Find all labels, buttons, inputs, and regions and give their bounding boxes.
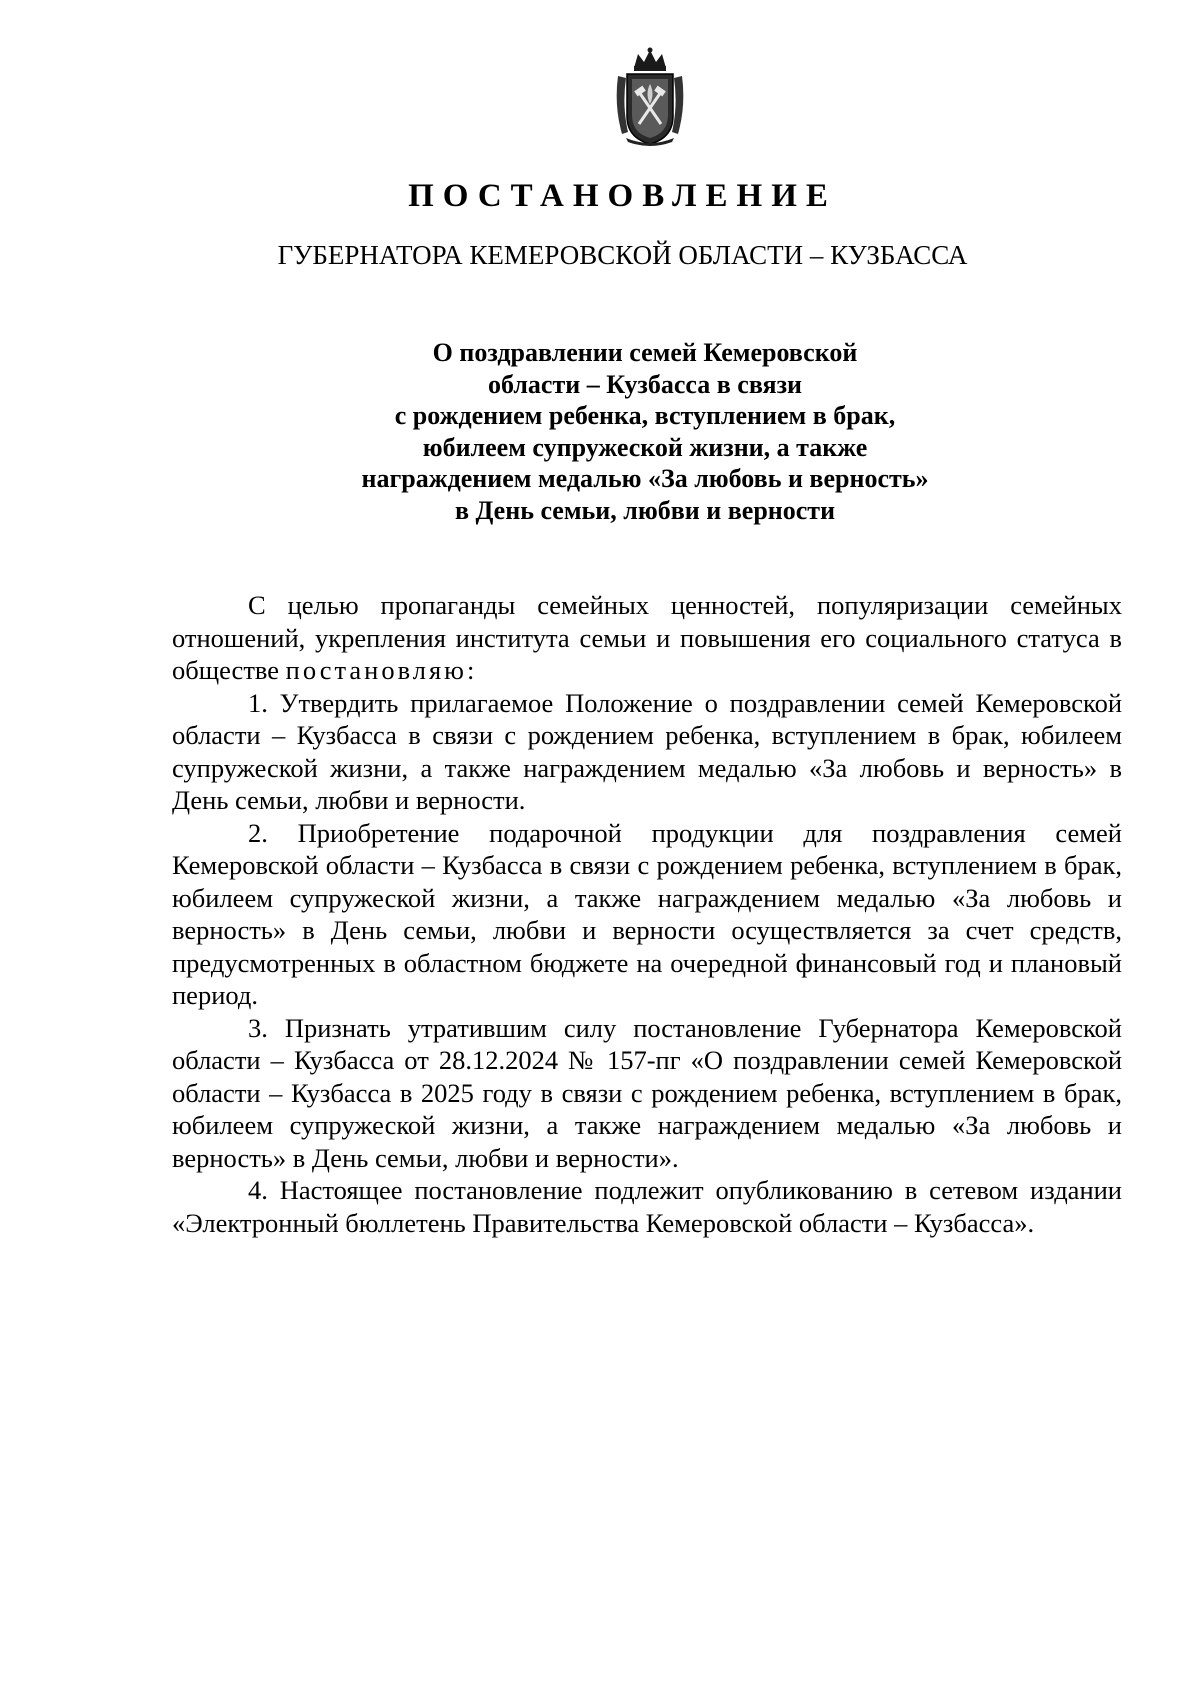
numbered-item: 3. Признать утратившим силу постановление Губернатора Кемеровской области – Кузбасса от 28.12.2024 № 157-пг «О поздравлении семей Кемеровской области – Кузбасса в 2025 году в связи с рождением ребенка, вступлением в брак, юбилеем супружеской жизни, а также награждением медалью «За любовь и верность» в День семьи, любви и верности». (172, 1012, 1122, 1173)
issuer-heading: ГУБЕРНАТОРА КЕМЕРОВСКОЙ ОБЛАСТИ – КУЗБАССА (277, 240, 968, 270)
numbered-item: 1. Утвердить прилагаемое Положение о поздравлении семей Кемеровской области – Кузбасса в связи с рождением ребенка, вступлением в брак, юбилеем супружеской жизни, а также награждением медалью «За любовь и верность» в День семьи, любви и верности. (172, 687, 1122, 815)
title-line: области – Кузбасса в связи (487, 369, 803, 399)
preamble-paragraph (172, 589, 1122, 687)
title-line: награждением медалью «За любовь и верность» (361, 464, 929, 493)
document-body (172, 589, 1122, 1239)
title-line: О поздравлении семей Кемеровской (432, 338, 858, 367)
coat-of-arms-icon (612, 46, 688, 146)
preamble-text: С целью пропаганды семейных ценностей, популяризации семейных отношений, укрепления института семьи и повышения его социального статуса в обществе (172, 590, 1122, 685)
document-type-heading: ПОСТАНОВЛЕНИЕ (408, 178, 837, 214)
resolution-keyword: постановляю: (285, 655, 478, 685)
title-line: в День семьи, любви и верности (454, 495, 836, 525)
document-title (300, 337, 990, 526)
numbered-item: 4. Настоящее постановление подлежит опубликованию в сетевом издании «Электронный бюллетень Правительства Кемеровской области – Кузбасса». (172, 1175, 1122, 1238)
numbered-item: 2. Приобретение подарочной продукции для поздравления семей Кемеровской области – Кузбасса в связи с рождением ребенка, вступлением в брак, юбилеем супружеской жизни, а также награждением медалью «За любовь и верность» в День семьи, любви и верности осуществляется за счет средств, предусмотренных в областном бюджете на очередной финансовый год и плановый период. (172, 817, 1122, 1010)
title-line: юбилеем супружеской жизни, а также (422, 432, 868, 462)
title-line: с рождением ребенка, вступлением в брак, (394, 401, 896, 430)
